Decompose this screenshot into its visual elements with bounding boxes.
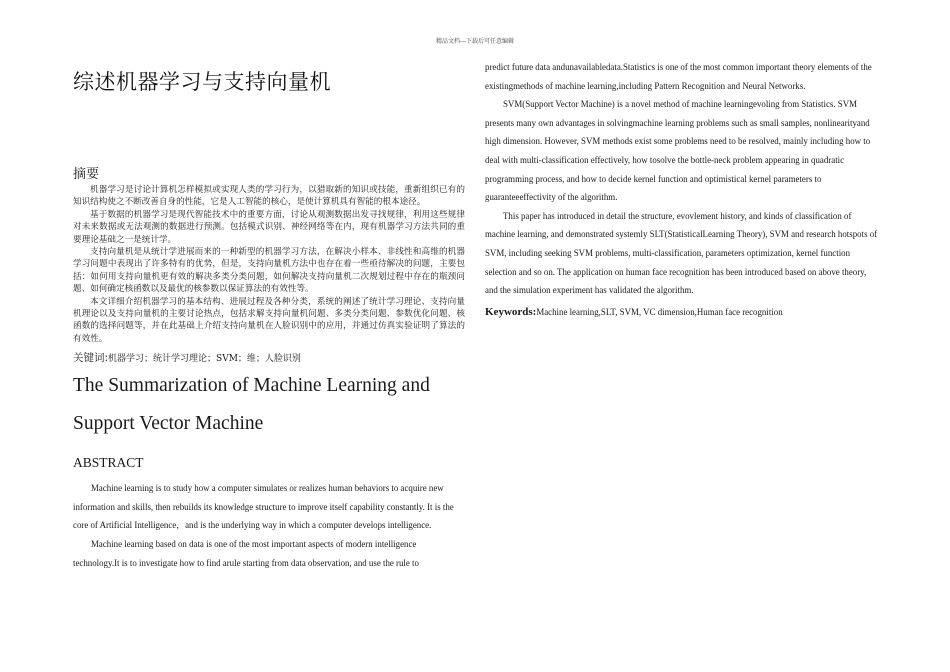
english-title xyxy=(73,367,465,443)
english-abstract-heading: ABSTRACT xyxy=(73,455,144,471)
right-column xyxy=(485,58,879,318)
chinese-abstract-paragraph: 支持向量机是从统计学进展而来的一种新型的机器学习方法，在解决小样本、非线性和高维的机器学习问题中表现出了许多特有的优势，但是，支持向量机方法中也存在着一些亟待解决的问题，主要包括：如何用支持向量机更有效的解决多类分类问题，如何解决支持向量机二次规划过程中存在的瓶颈问题、如何确定核函数以及最优的核参数以保证算法的有效性等。 xyxy=(73,247,465,295)
chinese-keywords-label: 关键词: xyxy=(73,352,109,365)
english-abstract-paragraph: Machine learning based on data is one of the most important aspects of modern intelligence technology.It is to investigate how to find arule starting from data observation, and use the rule to xyxy=(73,539,419,568)
english-title-line-1: The Summarization of Machine Learning and xyxy=(73,375,430,397)
chinese-keywords xyxy=(73,352,465,365)
english-abstract-paragraph: SVM(Support Vector Machine) is a novel method of machine learningevoling from Statistics. SVM presents many own advantages in solvingmachine learning problems such as small samples, nonlinearityand high dimension. However, SVM methods exist some problems need to be resolved, mainly including how to deal with multi-classification effectively, how tosolve the bottle-neck problem appearing in quadratic programming process, and how to decide kernel function and optimistical kernel parameters to guaranteeeffectivity of the algorithm. xyxy=(485,99,871,203)
page-header-note: 精品文档---下载后可任意编辑 xyxy=(435,38,515,45)
chinese-abstract-paragraph: 基于数据的机器学习是现代智能技术中的重要方面，讨论从观测数据出发寻找规律，利用这些规律对未来数据或无法观测的数据进行预测。包括模式识别、神经网络等在内，现有机器学习方法共同的重要理论基础之一是统计学。 xyxy=(73,209,465,245)
english-abstract-continuation: predict future data andunavailabledata.Statistics is one of the most common important theory elements of the existingmethods of machine learning,including Pattern Recognition and Neural Networks. xyxy=(485,62,872,91)
chinese-abstract-heading: 摘要 xyxy=(73,167,100,182)
english-keywords xyxy=(485,306,879,318)
chinese-abstract-paragraph: 机器学习是讨论计算机怎样模拟或实现人类的学习行为，以猎取新的知识或技能，重新组织已有的知识结构使之不断改善自身的性能，它是人工智能的核心，是使计算机具有智能的根本途径。 xyxy=(73,185,465,208)
english-abstract-paragraph: Machine learning is to study how a computer simulates or realizes human behaviors to acquire new information and skills, then rebuilds its knowledge structure to improve itself capability constantly. It is the core of Artificial Intelligence，and is the underlying way in which a computer develops intelligence. xyxy=(73,483,454,531)
english-keywords-list: Machine learning,SLT, SVM, VC dimension,Human face recognition xyxy=(536,306,783,317)
chinese-abstract-paragraph: 本文详细介绍机器学习的基本结构、进展过程及各种分类，系统的阐述了统计学习理论、支持向量机理论以及支持向量机的主要讨论热点，包括求解支持向量机问题、多类分类问题、参数优化问题、核函数的选择问题等，并在此基础上介绍支持向量机在人脸识别中的应用，并通过仿真实验证明了算法的有效性。 xyxy=(73,296,465,344)
english-keywords-label: Keywords: xyxy=(485,305,537,318)
chinese-title: 综述机器学习与支持向量机 xyxy=(73,70,331,94)
chinese-keywords-list: 机器学习；统计学习理论；SVM；维；人脸识别 xyxy=(108,354,301,365)
english-abstract-paragraph: This paper has introduced in detail the structure, evovlement history, and kinds of classification of machine learning, and demonstrated systemly SLT(StatisticalLearning Theory), SVM and research hotspots of SVM, including seeking SVM problems, multi-classification, parameters optimization, kernel function selection and so on. The application on human face recognition has been introduced based on above theory, and the simulation experiment has validated the algorithm. xyxy=(485,210,878,296)
english-title-line-2: Support Vector Machine xyxy=(73,413,264,435)
left-column xyxy=(73,58,465,572)
